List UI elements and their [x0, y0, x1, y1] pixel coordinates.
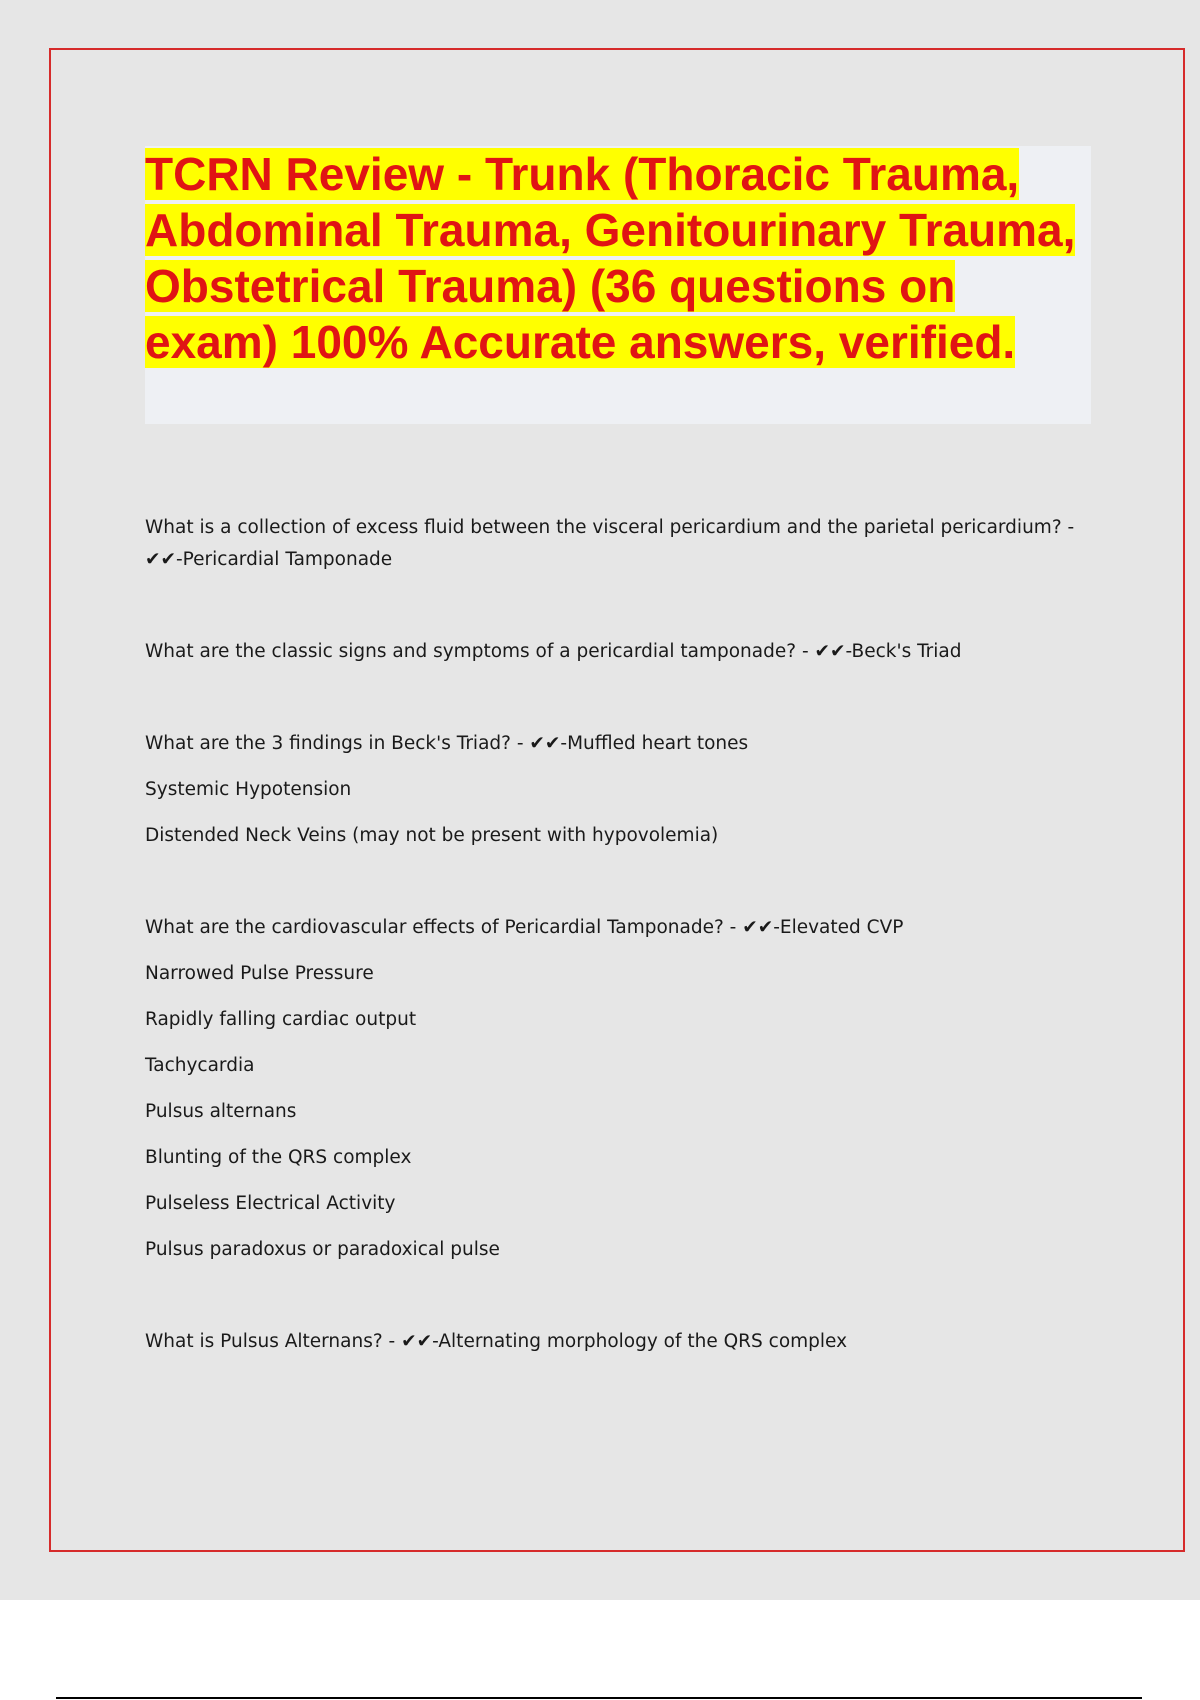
answer-line: Tachycardia [145, 1055, 255, 1076]
title-text: TCRN Review - Trunk (Thoracic Trauma, Abdominal Trauma, Genitourinary Trauma, Obstetrical Trauma) (36 questions on exam) 100% Accurate answers, verified. [145, 148, 1076, 368]
answer-line: Distended Neck Veins (may not be present with hypovolemia) [145, 825, 719, 846]
question-text: What is a collection of excess fluid between the visceral pericardium and the parietal pericardium? - [145, 517, 1075, 538]
answer-line: Pulsus paradoxus or paradoxical pulse [145, 1239, 500, 1260]
qa-list [145, 512, 1085, 1372]
qa-item [145, 912, 1085, 1266]
answer-line: Systemic Hypotension [145, 779, 352, 800]
document-title [145, 146, 1091, 370]
answer-line: Rapidly falling cardiac output [145, 1009, 417, 1030]
answer-line: Pulsus alternans [145, 1101, 297, 1122]
answer-line: Narrowed Pulse Pressure [145, 963, 374, 984]
footer-divider [56, 1697, 1142, 1699]
title-block [145, 146, 1091, 424]
qa-item [145, 512, 1085, 576]
question-text: What are the classic signs and symptoms of a pericardial tamponade? - ✔✔-Beck's Triad [145, 641, 962, 662]
question-text: What are the 3 findings in Beck's Triad? - ✔✔-Muffled heart tones [145, 733, 749, 754]
qa-item [145, 1326, 1085, 1358]
question-text: What is Pulsus Alternans? - ✔✔-Alternating morphology of the QRS complex [145, 1331, 848, 1352]
question-text: What are the cardiovascular effects of Pericardial Tamponade? - ✔✔-Elevated CVP [145, 917, 904, 938]
qa-item [145, 636, 1085, 668]
answer-line: Blunting of the QRS complex [145, 1147, 412, 1168]
answer-line: Pulseless Electrical Activity [145, 1193, 396, 1214]
qa-item [145, 728, 1085, 852]
answer-text: ✔✔-Pericardial Tamponade [145, 549, 393, 570]
